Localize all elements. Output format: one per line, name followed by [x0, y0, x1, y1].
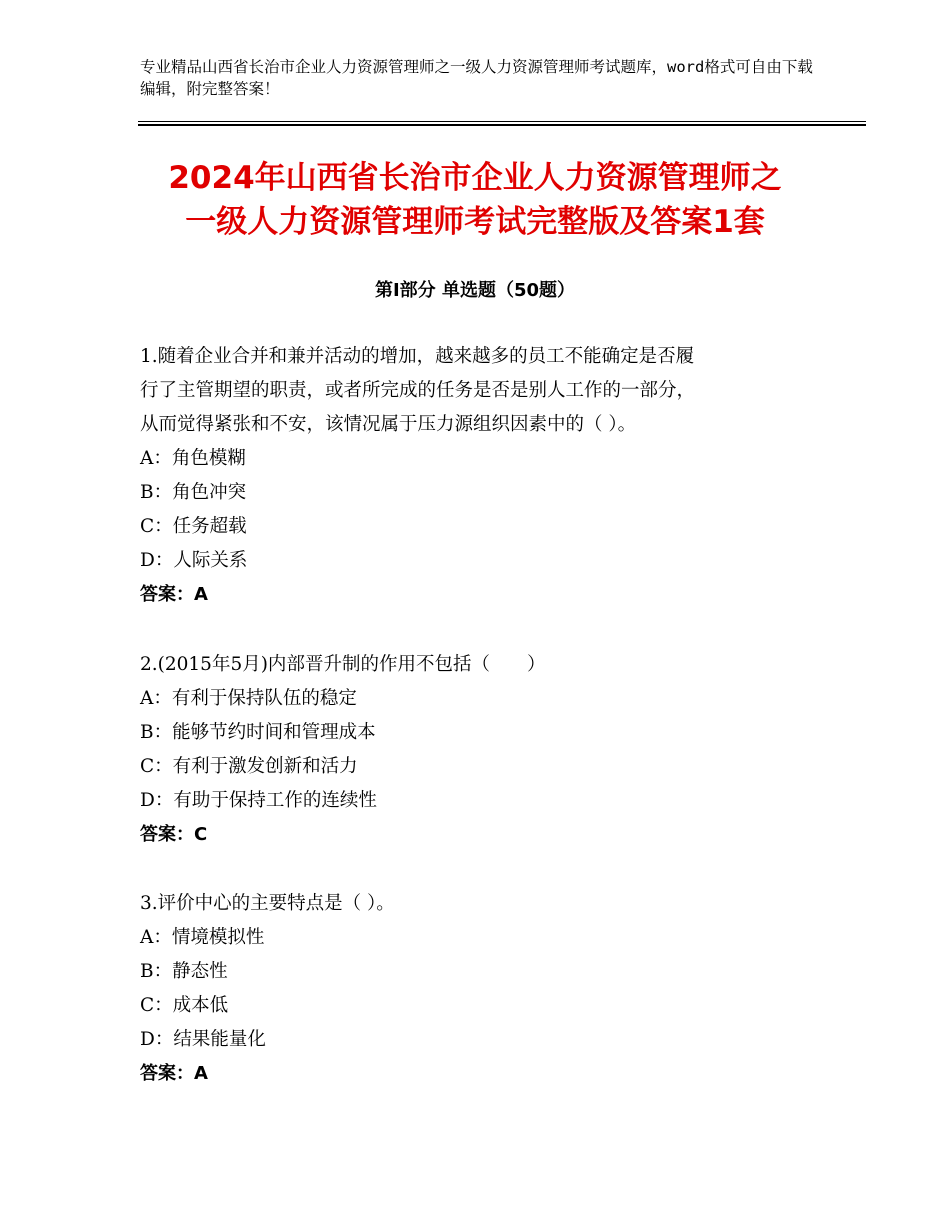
option-c: C：任务超载 [140, 516, 247, 537]
option-d: D：有助于保持工作的连续性 [140, 790, 377, 811]
option-c: C：成本低 [140, 995, 229, 1016]
question-stem-line: 3.评价中心的主要特点是（ ）。 [140, 893, 395, 914]
answer-line [140, 1057, 820, 1091]
header-note: 专业精品山西省长治市企业人力资源管理师之一级人力资源管理师考试题库，word格式可自由下载编辑，附完整答案！ [140, 58, 813, 98]
option-a: A：角色模糊 [140, 448, 246, 469]
option-a: A：情境模拟性 [140, 927, 265, 948]
option-d: D：结果能量化 [140, 1029, 266, 1050]
answer-line [140, 578, 820, 612]
option-b: B：能够节约时间和管理成本 [140, 722, 376, 743]
question-stem-line: 2.(2015年5月)内部晋升制的作用不包括（ ） [140, 654, 546, 675]
document-title-line-1: 2024年山西省长治市企业人力资源管理师之 [168, 160, 782, 196]
answer-line [140, 818, 820, 852]
option-a: A：有利于保持队伍的稳定 [140, 688, 357, 709]
header-divider-thick [138, 124, 866, 126]
option-d: D：人际关系 [140, 550, 248, 571]
section-title: 第Ⅰ部分 单选题（50题） [374, 280, 575, 301]
question-stem-line: 行了主管期望的职责，或者所完成的任务是否是别人工作的一部分， [140, 380, 696, 401]
question-1 [140, 340, 820, 612]
question-stem-line: 1.随着企业合并和兼并活动的增加，越来越多的员工不能确定是否履 [140, 346, 695, 367]
question-stem-line: 从而觉得紧张和不安，该情况属于压力源组织因素中的（ ）。 [140, 414, 637, 435]
document-title [0, 156, 950, 244]
option-c: C：有利于激发创新和活力 [140, 756, 358, 777]
answer-value: A [194, 1063, 208, 1084]
header-divider-thin [138, 121, 866, 122]
option-b: B：角色冲突 [140, 482, 247, 503]
document-title-line-2: 一级人力资源管理师考试完整版及答案1套 [185, 204, 765, 240]
question-2 [140, 648, 820, 852]
answer-value: A [194, 584, 208, 605]
answer-label: 答案： [140, 824, 194, 845]
answer-label: 答案： [140, 1063, 194, 1084]
question-3 [140, 887, 820, 1091]
answer-value: C [194, 824, 208, 845]
answer-label: 答案： [140, 584, 194, 605]
option-b: B：静态性 [140, 961, 228, 982]
